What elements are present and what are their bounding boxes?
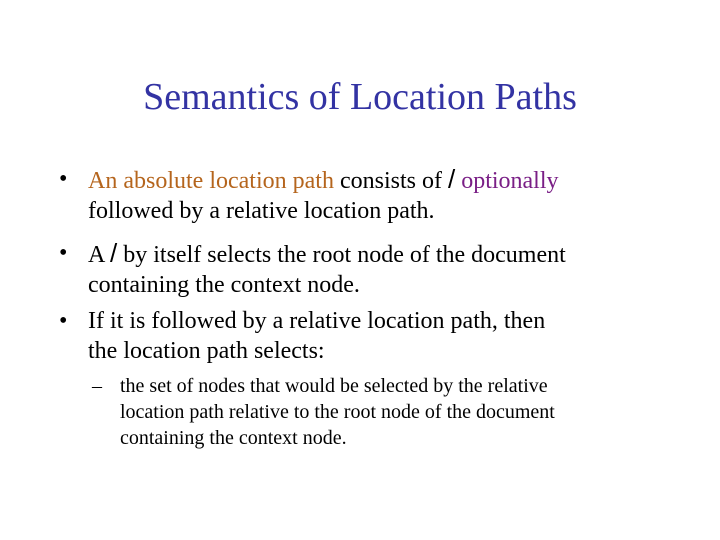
bullet-text: A [88,242,111,268]
bullet-marker: • [59,308,68,334]
bullet-text: by itself selects the root node of the document [117,242,566,268]
slash-symbol: / [447,164,456,194]
bullet-text: containing the context node. [88,272,360,298]
bullet-marker: • [59,240,68,266]
bullet-text: followed by a relative location path. [88,198,435,224]
term-optionally: optionally [455,168,559,194]
sub-bullet-text: the set of nodes that would be selected by the relative [120,375,548,397]
sub-bullet-text: location path relative to the root node of the document [120,401,555,423]
sub-bullet-selected-set [92,373,680,451]
bullet-followed-by-relative [59,306,688,366]
slash-symbol: / [110,238,118,268]
bullet-text: the location path selects: [88,338,325,364]
slide-title: Semantics of Location Paths [143,76,577,118]
bullet-absolute-path [59,164,688,226]
bullet-marker: • [59,166,68,192]
term-absolute-location-path: An absolute location path [88,168,334,194]
sub-bullet-text: containing the context node. [120,427,347,449]
bullet-text: If it is followed by a relative location path, then [88,308,546,334]
bullet-root-slash [59,238,688,300]
sub-bullet-marker: – [92,375,102,397]
bullet-text: consists of [333,168,448,194]
